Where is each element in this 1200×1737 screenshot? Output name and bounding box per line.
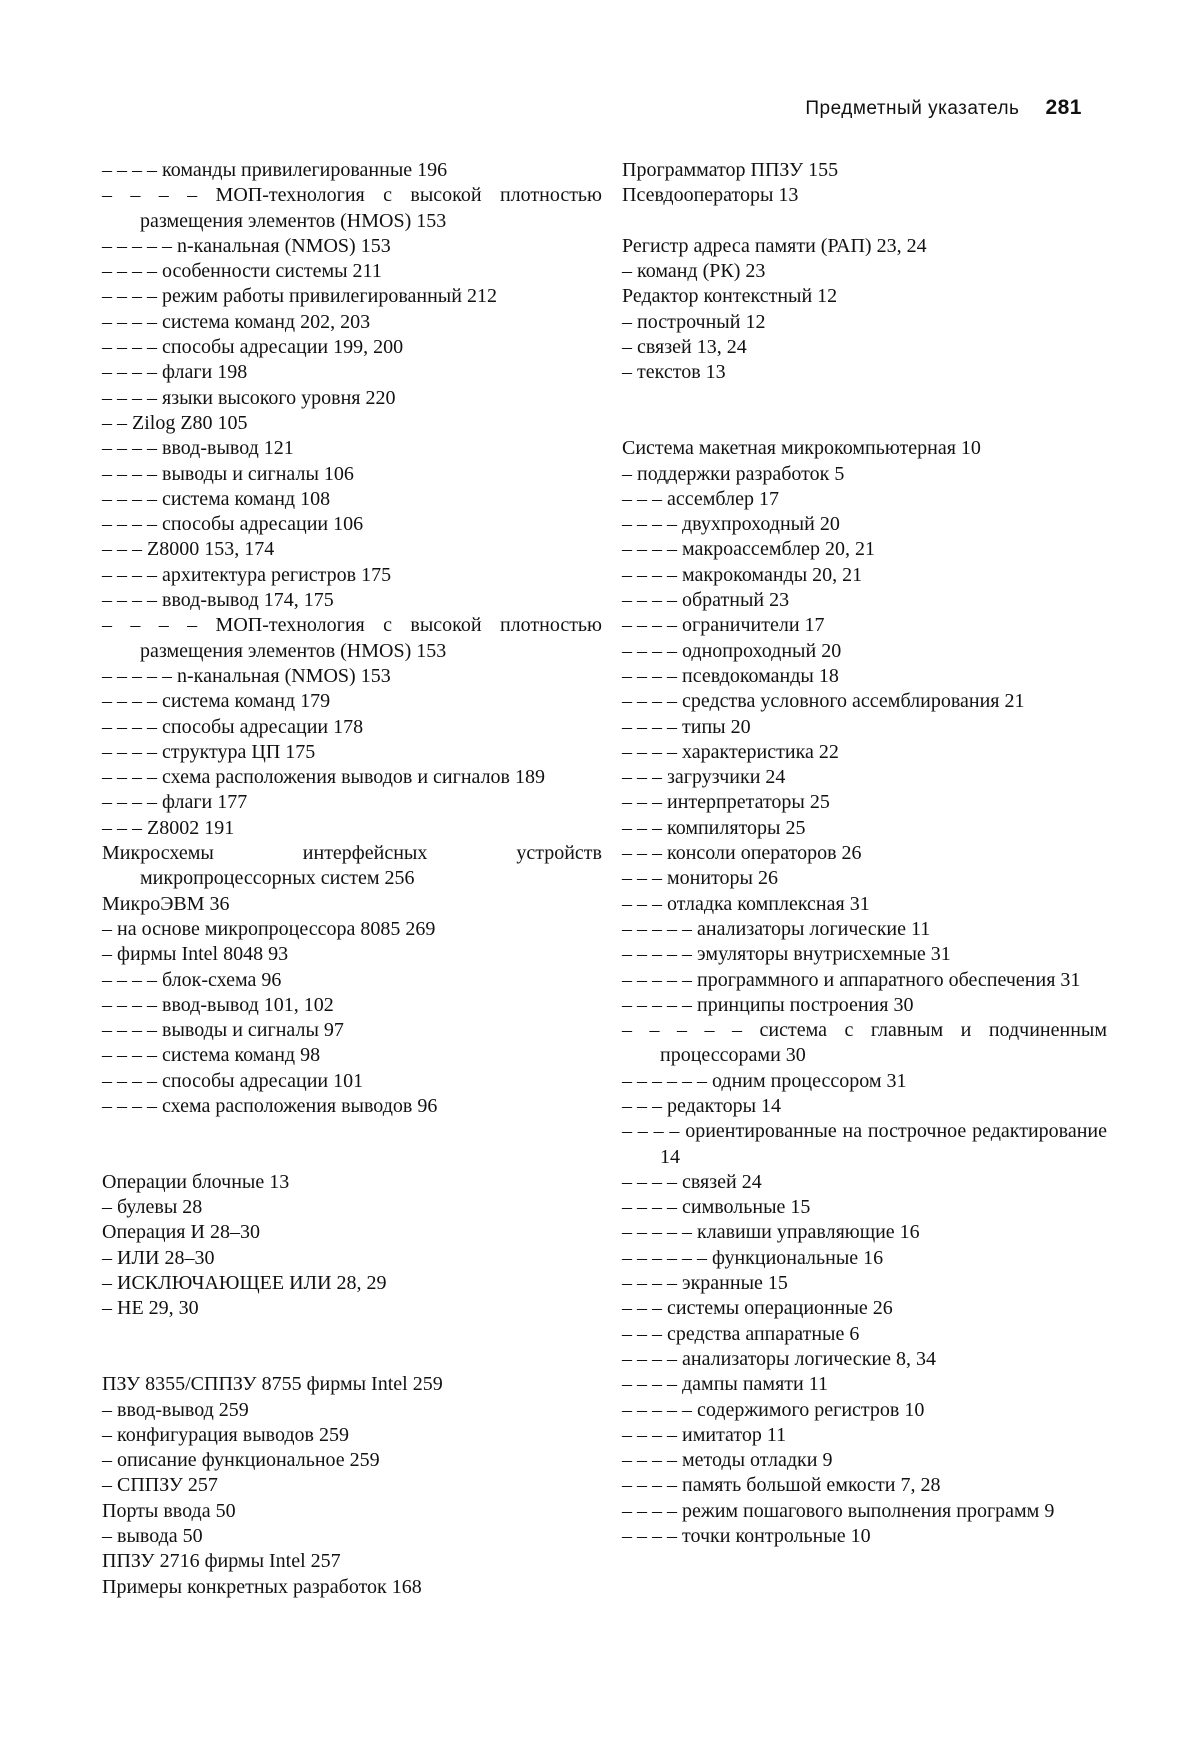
index-entry: – – – – флаги 198 <box>102 361 248 384</box>
index-entry: – – – – характеристика 22 <box>622 740 839 763</box>
section-gap <box>102 1322 602 1373</box>
index-entry: – – – – – содержимого регистров 10 <box>622 1398 925 1421</box>
index-entry: – – – Z8002 191 <box>102 816 235 839</box>
index-entry: ППЗУ 2716 фирмы Intel 257 <box>102 1550 341 1573</box>
index-entry: – – – – анализаторы логические 8, 34 <box>622 1347 936 1370</box>
index-entry: – – – компиляторы 25 <box>622 816 806 839</box>
index-entry: – – – – структура ЦП 175 <box>102 740 316 763</box>
index-entry: – – – – – n-канальная (NMOS) 153 <box>102 234 391 257</box>
index-entry: Микросхемы интерфейсных устройств микропроцессорных систем 256 <box>102 842 602 890</box>
index-entry: – – – загрузчики 24 <box>622 766 786 789</box>
index-entry: – – – – ввод-вывод 174, 175 <box>102 589 334 612</box>
index-entry: Операция И 28–30 <box>102 1221 260 1244</box>
index-column-left <box>102 158 602 1600</box>
index-entry: – – – – выводы и сигналы 106 <box>102 462 354 485</box>
index-entry: – – – – точки контрольные 10 <box>622 1525 871 1548</box>
index-entry: – команд (РК) 23 <box>622 260 766 283</box>
index-entry: – – – – блок-схема 96 <box>102 968 282 991</box>
index-entry: – – – – способы адресации 199, 200 <box>102 336 404 359</box>
running-title: Предметный указатель <box>805 98 1020 119</box>
page-number: 281 <box>1045 96 1082 119</box>
index-entry: – – – Z8000 153, 174 <box>102 538 275 561</box>
index-entry: – построчный 12 <box>622 310 766 333</box>
page-header <box>805 96 1082 120</box>
index-entry: – ввод-вывод 259 <box>102 1398 249 1421</box>
index-entry: – – – – однопроходный 20 <box>622 639 842 662</box>
index-entry: – – – – дампы памяти 11 <box>622 1373 828 1396</box>
index-entry: – – – – ограничители 17 <box>622 614 825 637</box>
index-entry: – – – – режим работы привилегированный 212 <box>102 285 497 308</box>
index-entry: – на основе микропроцессора 8085 269 <box>102 917 436 940</box>
index-entry: – связей 13, 24 <box>622 336 747 359</box>
index-entry: – – – – МОП-технология с высокой плотностью размещения элементов (HMOS) 153 <box>102 614 602 662</box>
index-entry: – – – – – анализаторы логические 11 <box>622 917 931 940</box>
index-entry: – ИЛИ 28–30 <box>102 1246 215 1269</box>
index-entry: – ИСКЛЮЧАЮЩЕЕ ИЛИ 28, 29 <box>102 1272 387 1295</box>
index-entry: – – – средства аппаратные 6 <box>622 1322 860 1345</box>
index-column-right <box>622 158 1107 1549</box>
index-entry: Псевдооператоры 13 <box>622 184 799 207</box>
index-entry: – – – – макроассемблер 20, 21 <box>622 538 876 561</box>
index-entry: – – – – особенности системы 211 <box>102 260 382 283</box>
index-entry: Программатор ППЗУ 155 <box>622 159 839 181</box>
index-entry: – – – – система команд 179 <box>102 690 331 713</box>
index-entry: – – – – флаги 177 <box>102 791 248 814</box>
index-entry: – – – – ориентированные на построчное редактирование 14 <box>622 1120 1107 1168</box>
index-entry: – текстов 13 <box>622 361 726 384</box>
index-entry: – конфигурация выводов 259 <box>102 1423 349 1446</box>
index-entry: – – – – макрокоманды 20, 21 <box>622 563 863 586</box>
index-entry: – – – – имитатор 11 <box>622 1423 787 1446</box>
index-entry: – – – отладка комплексная 31 <box>622 892 870 915</box>
index-entry: Система макетная микрокомпьютерная 10 <box>622 437 981 460</box>
index-entry: – – – – – клавиши управляющие 16 <box>622 1221 920 1244</box>
index-entry: – – – – схема расположения выводов и сигналов 189 <box>102 766 545 789</box>
index-entry: – – – – система команд 202, 203 <box>102 310 371 333</box>
index-entry: – – – – – программного и аппаратного обеспечения 31 <box>622 968 1081 991</box>
index-entry: – – – – способы адресации 178 <box>102 715 364 738</box>
index-entry: – – – системы операционные 26 <box>622 1297 893 1320</box>
section-gap <box>622 209 1107 234</box>
index-entry: – – – – методы отладки 9 <box>622 1449 833 1472</box>
section-gap <box>622 386 1107 437</box>
index-entry: – – – интерпретаторы 25 <box>622 791 830 814</box>
index-entry: – – – – выводы и сигналы 97 <box>102 1019 344 1042</box>
index-entry: – – – – связей 24 <box>622 1170 762 1193</box>
index-entry: – – – – система команд 108 <box>102 487 331 510</box>
index-entry: – – – – – система с главным и подчиненным процессорами 30 <box>622 1019 1107 1067</box>
index-entry: – – – – обратный 23 <box>622 589 790 612</box>
index-entry: – описание функциональное 259 <box>102 1449 380 1472</box>
index-entry: – – – – режим пошагового выполнения программ 9 <box>622 1499 1055 1522</box>
index-entry: – – – – экранные 15 <box>622 1272 788 1295</box>
index-entry: – – – мониторы 26 <box>622 867 778 890</box>
index-entry: – – – – способы адресации 101 <box>102 1069 364 1092</box>
index-entry: – – – – способы адресации 106 <box>102 513 364 536</box>
index-entry: Операции блочные 13 <box>102 1170 290 1193</box>
index-entry: – – – – двухпроходный 20 <box>622 513 840 536</box>
index-entry: – СППЗУ 257 <box>102 1474 218 1497</box>
index-entry: ПЗУ 8355/СППЗУ 8755 фирмы Intel 259 <box>102 1373 443 1396</box>
index-entry: – – – – – принципы построения 30 <box>622 993 914 1016</box>
index-entry: – – – – псевдокоманды 18 <box>622 664 839 687</box>
index-entry: Редактор контекстный 12 <box>622 285 838 308</box>
index-entry: – – – – схема расположения выводов 96 <box>102 1094 438 1117</box>
index-entry: – – – – архитектура регистров 175 <box>102 563 392 586</box>
index-entry: – поддержки разработок 5 <box>622 462 845 485</box>
index-entry: – – – – система команд 98 <box>102 1044 321 1067</box>
index-entry: – – – – команды привилегированные 196 <box>102 159 448 181</box>
index-entry: – – – – ввод-вывод 121 <box>102 437 294 460</box>
index-entry: МикроЭВМ 36 <box>102 892 230 915</box>
index-entry: – – – ассемблер 17 <box>622 487 779 510</box>
index-entry: – – – – – эмуляторы внутрисхемные 31 <box>622 943 951 966</box>
section-gap <box>102 1119 602 1170</box>
index-entry: – НЕ 29, 30 <box>102 1297 199 1320</box>
index-entry: – – – – ввод-вывод 101, 102 <box>102 993 334 1016</box>
index-entry: – – – редакторы 14 <box>622 1094 782 1117</box>
index-entry: Регистр адреса памяти (РАП) 23, 24 <box>622 234 927 257</box>
index-entry: – – – – МОП-технология с высокой плотностью размещения элементов (HMOS) 153 <box>102 184 602 232</box>
index-entry: – фирмы Intel 8048 93 <box>102 943 289 966</box>
index-entry: Примеры конкретных разработок 168 <box>102 1575 422 1598</box>
index-entry: – булевы 28 <box>102 1196 203 1219</box>
index-entry: – – – – – – функциональные 16 <box>622 1246 884 1269</box>
index-entry: – – – – типы 20 <box>622 715 751 738</box>
index-entry: – – – консоли операторов 26 <box>622 842 862 865</box>
index-entry: – – – – языки высокого уровня 220 <box>102 386 396 409</box>
index-entry: – – – – – – одним процессором 31 <box>622 1069 907 1092</box>
index-entry: – вывода 50 <box>102 1525 203 1548</box>
index-entry: – – – – память большой емкости 7, 28 <box>622 1474 941 1497</box>
index-entry: – – – – символьные 15 <box>622 1196 811 1219</box>
index-entry: – – – – средства условного ассемблирования 21 <box>622 690 1025 713</box>
index-entry: Порты ввода 50 <box>102 1499 236 1522</box>
index-entry: – – – – – n-канальная (NMOS) 153 <box>102 664 391 687</box>
index-entry: – – Zilog Z80 105 <box>102 411 248 434</box>
